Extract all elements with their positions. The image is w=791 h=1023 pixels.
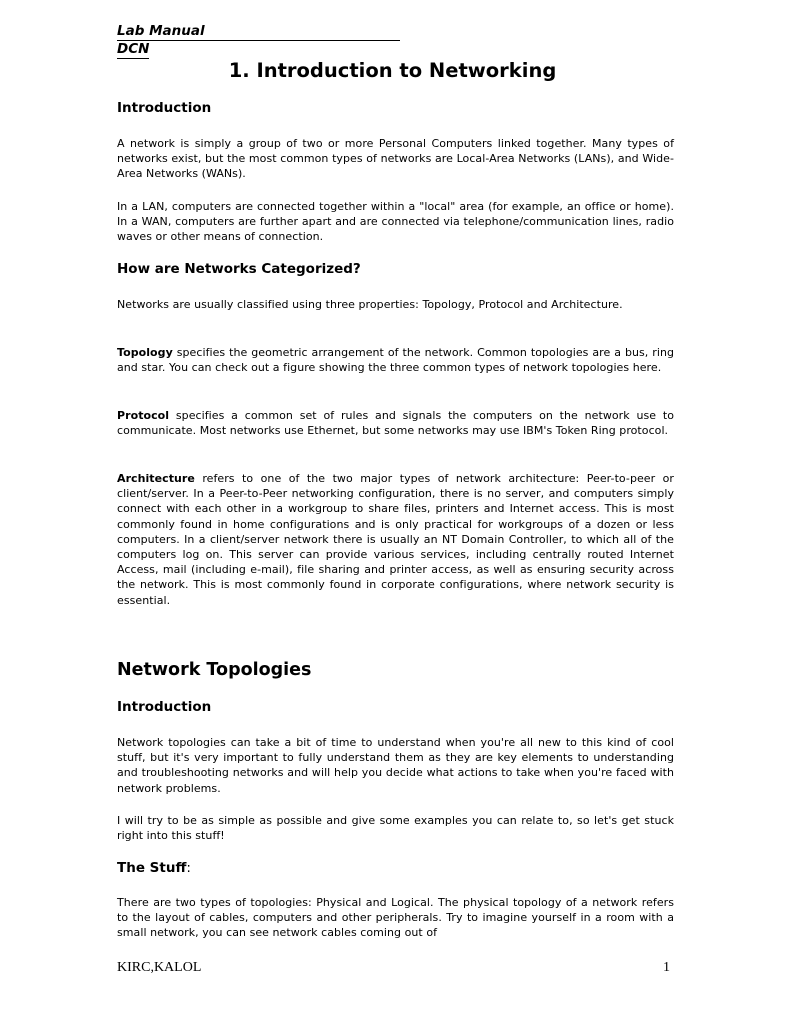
architecture-term: Architecture [117,472,195,485]
intro-paragraph-1: A network is simply a group of two or more Personal Computers linked together. Many types of networks exist, but the most common types of networks are Local-Area Networks (LANs), and Wide-Area Networks (WANs). [117,137,674,181]
chapter-title [0,59,791,82]
the-stuff-label: The Stuff [117,860,187,876]
topology-term: Topology [117,346,173,359]
header-course: DCN [117,41,150,57]
topologies-intro-heading: Introduction [117,699,212,715]
running-header [117,23,400,59]
chapter-title-text: 1. Introduction to Networking [228,59,557,82]
topology-text: specifies the geometric arrangement of the network. Common topologies are a bus, ring and star. You can check out a figure showing the three common types of network topologies here. [117,346,674,375]
architecture-paragraph [117,471,674,608]
categorized-paragraph: Networks are usually classified using three properties: Topology, Protocol and Architecture. [117,298,623,311]
categorized-heading: How are Networks Categorized? [117,261,361,277]
protocol-term: Protocol [117,409,170,422]
header-lab-manual: Lab Manual [117,23,400,41]
network-topologies-heading: Network Topologies [117,660,312,680]
topologies-paragraph-1: Network topologies can take a bit of time to understand when you're all new to this kind of cool stuff, but it's very important to fully understand them as they are key elements to understanding and troubleshooting networks and will help you decide what actions to take when you're faced with network problems. [117,736,674,795]
footer-institution: KIRC,KALOL [117,960,202,975]
the-stuff-colon: : [186,860,191,876]
page-number: 1 [663,960,670,975]
topology-paragraph [117,345,674,375]
protocol-paragraph [117,408,674,438]
the-stuff-heading [117,860,191,876]
page-footer [117,960,670,976]
protocol-text: specifies a common set of rules and signals the computers on the network use to communicate. Most networks use Ethernet, but some networks may use IBM's Token Ring protocol. [117,409,674,438]
intro-paragraph-2: In a LAN, computers are connected together within a "local" area (for example, an office or home). In a WAN, computers are further apart and are connected via telephone/communication lines, radio waves or other means of connection. [117,200,674,244]
stuff-paragraph: There are two types of topologies: Physical and Logical. The physical topology of a network refers to the layout of cables, computers and other peripherals. Try to imagine yourself in a room with a small network, you can see network cables coming out of [117,896,674,940]
topologies-paragraph-2: I will try to be as simple as possible and give some examples you can relate to, so let's get stuck right into this stuff! [117,814,674,843]
intro-heading: Introduction [117,100,212,116]
architecture-text: refers to one of the two major types of network architecture: Peer-to-peer or client/server. In a Peer-to-Peer networking configuration, there is no server, and computers simply connect with each other in a workgroup to share files, printers and Internet access. This is most commonly found in home configurations and is only practical for workgroups of a dozen or less computers. In a client/server network there is usually an NT Domain Controller, to which all of the computers log on. This server can provide various services, including centrally routed Internet Access, mail (including e-mail), file sharing and printer access, as well as ensuring security across the network. This is most commonly found in corporate configurations, where network security is essential. [117,472,674,607]
